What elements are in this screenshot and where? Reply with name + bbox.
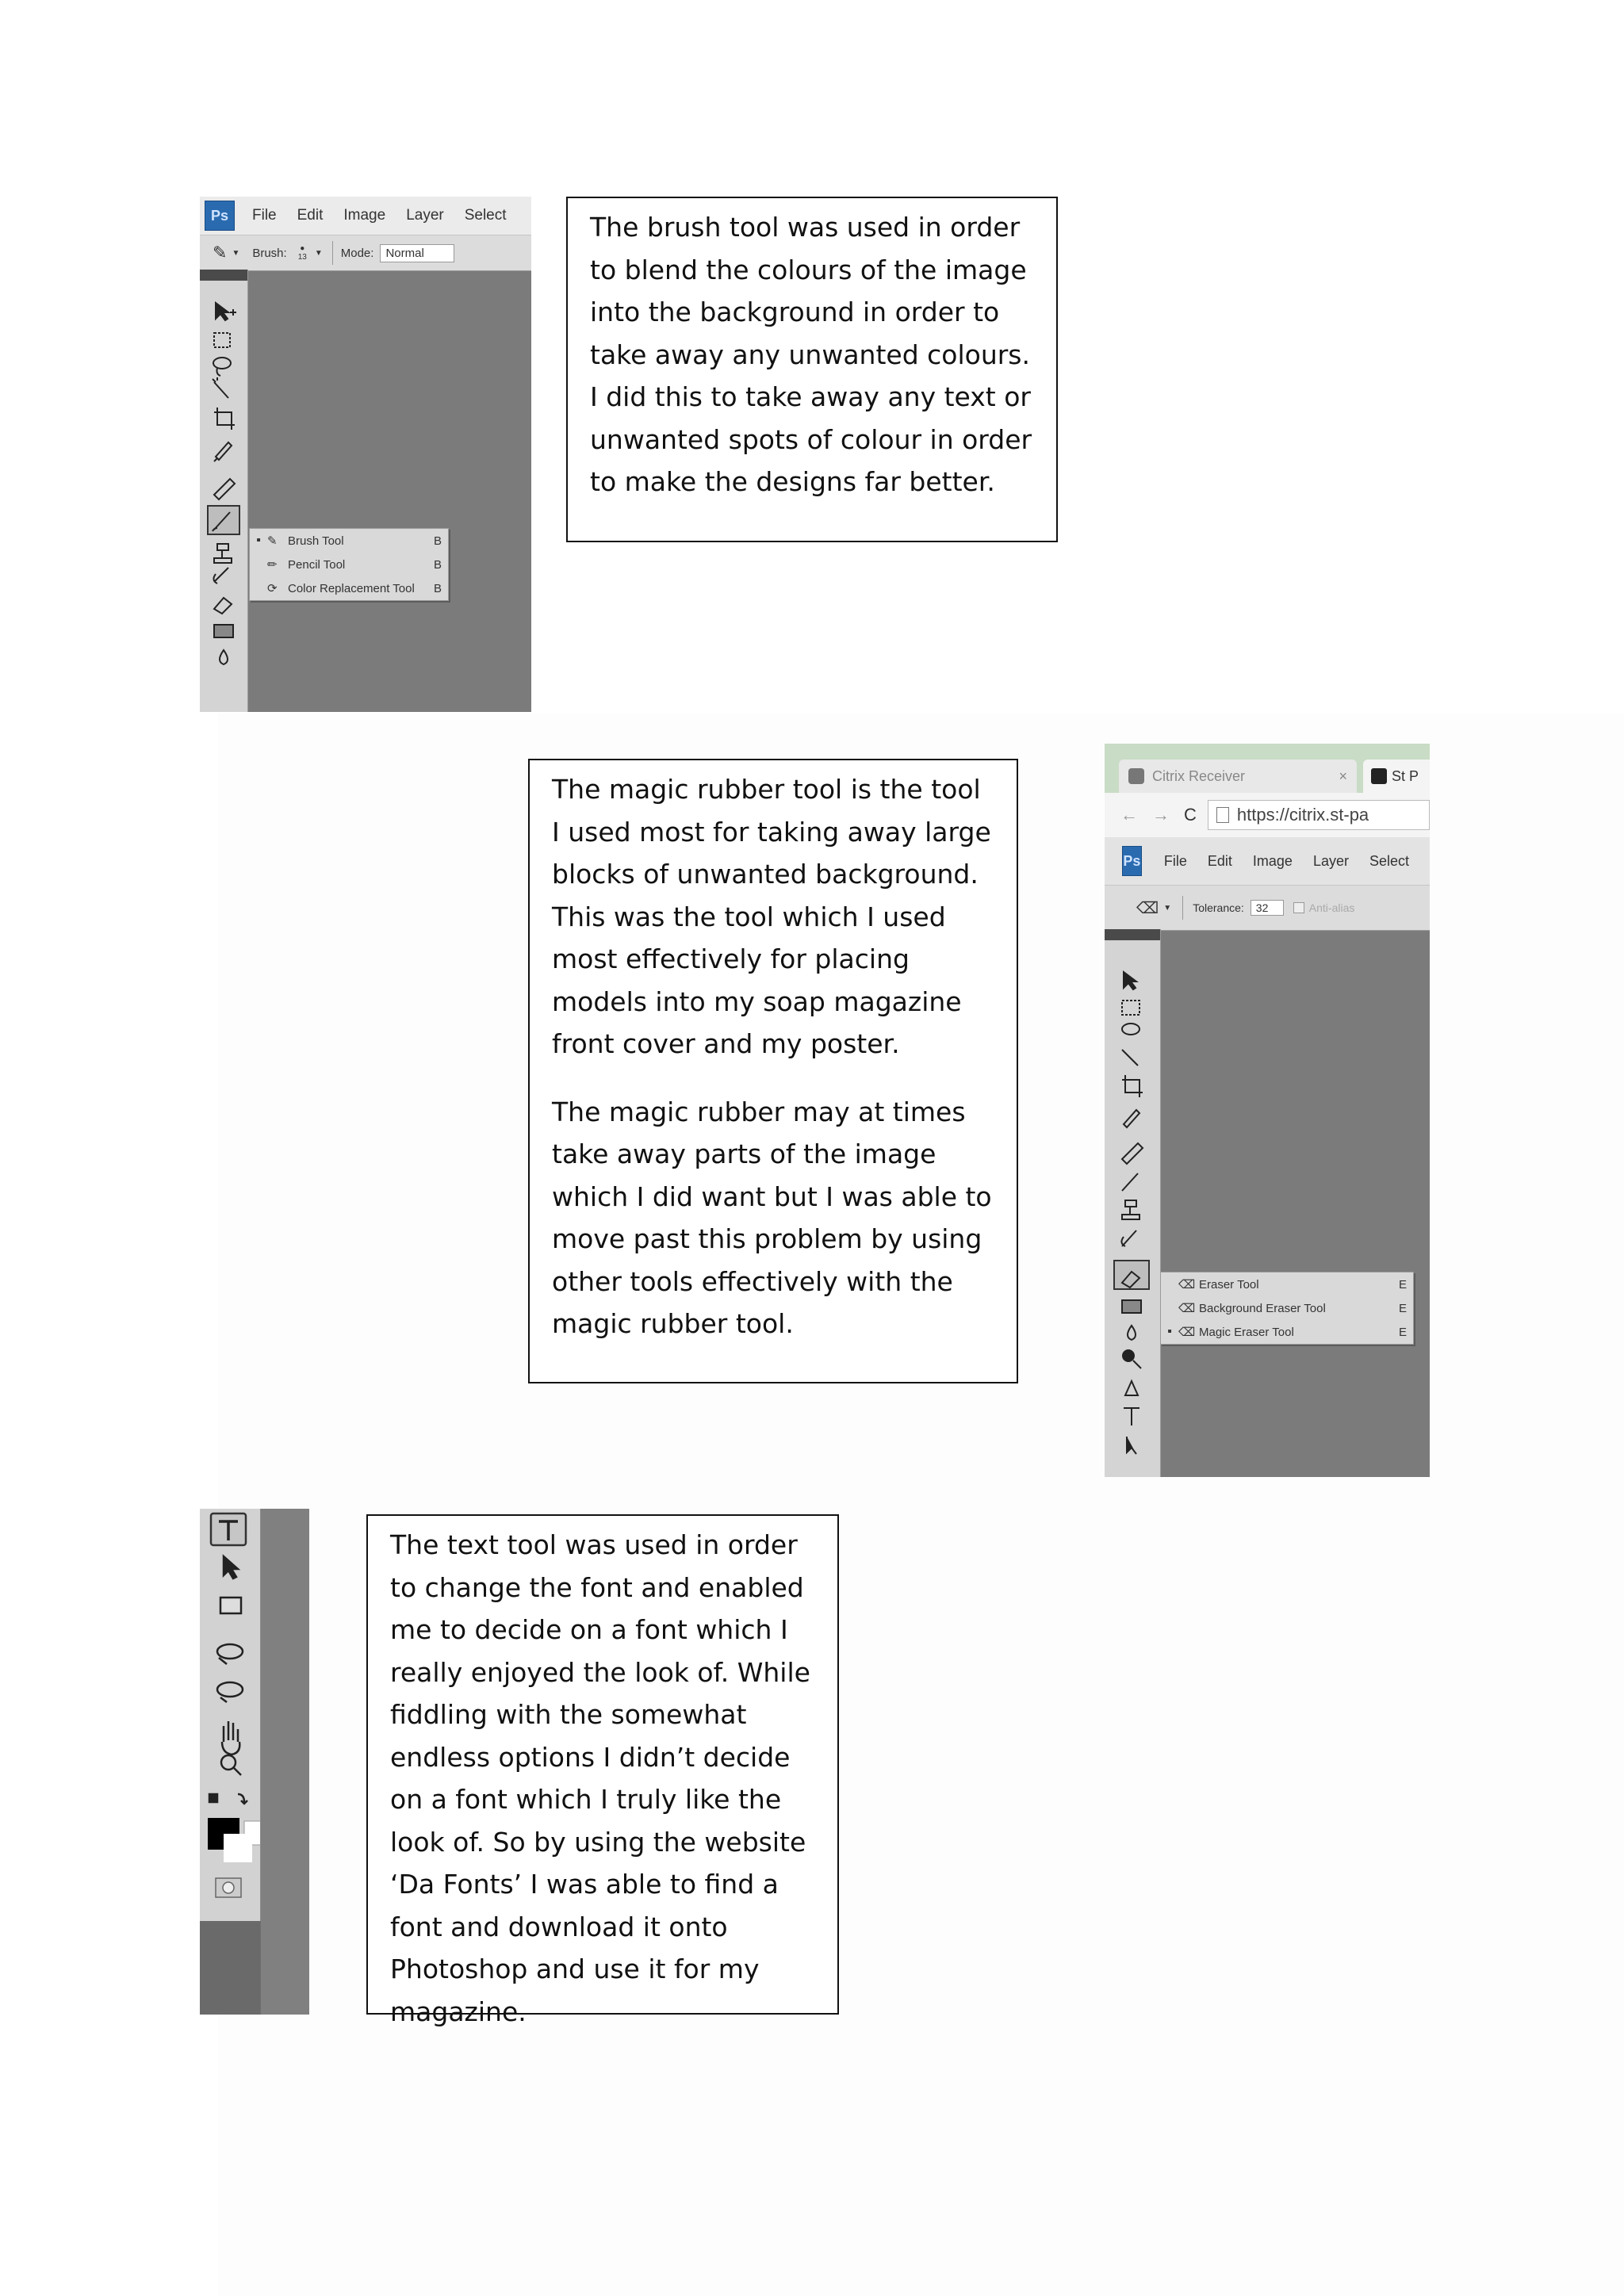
mode-select[interactable]: Normal: [380, 244, 454, 262]
magic-eraser-screenshot: [1105, 744, 1430, 1477]
separator: [332, 241, 333, 265]
toolbox-lower: [200, 1921, 260, 2015]
eraser-icon: ⌫: [1178, 1278, 1196, 1292]
eyedropper-icon[interactable]: [214, 442, 232, 461]
back-icon[interactable]: ←: [1120, 805, 1138, 825]
menu-image[interactable]: Image: [343, 207, 386, 224]
citrix-icon: [1128, 768, 1144, 784]
magic-rubber-description: [528, 759, 1018, 1383]
eraser-tool-icon[interactable]: [1114, 1261, 1149, 1289]
options-bar: [200, 235, 531, 271]
zoom-tool-icon[interactable]: [221, 1755, 241, 1775]
clone-stamp-icon[interactable]: [214, 544, 232, 563]
flyout-item-shortcut: B: [433, 581, 442, 595]
brush-preset-icon[interactable]: ✎: [213, 243, 228, 262]
options-bar: [1105, 885, 1430, 931]
quick-mask-icon[interactable]: [216, 1878, 241, 1897]
marquee-tool-icon[interactable]: [214, 333, 230, 347]
close-icon[interactable]: ×: [1339, 767, 1347, 784]
menu-bar: [200, 197, 531, 235]
toolbox: [1105, 929, 1161, 1477]
flyout-item-background-eraser-tool[interactable]: [1161, 1296, 1413, 1320]
mode-label: Mode:: [340, 246, 374, 260]
magic-wand-icon[interactable]: [1122, 1050, 1138, 1066]
toolbox-header: [200, 270, 247, 281]
flyout-item-shortcut: E: [1398, 1277, 1407, 1292]
background-eraser-icon: ⌫: [1178, 1302, 1196, 1315]
brush-size[interactable]: [298, 244, 307, 262]
browser-tab[interactable]: [1363, 760, 1430, 793]
photoshop-logo[interactable]: Ps: [1122, 846, 1142, 876]
toolbox: [200, 270, 248, 712]
pencil-icon: ✏: [267, 558, 278, 572]
magic-eraser-preset-icon[interactable]: ⌫: [1136, 899, 1159, 917]
paragraph: The text tool was used in order to change the font and enabled me to decide on a font which I really enjoyed the look of. While fiddling with the somewhat endless options I didn’t decide on a font which I truly like the look of. So by using the website ‘Da Fonts’ I was able to find a font and download it onto Photoshop and use it for my magazine.: [390, 1529, 810, 2027]
menu-file[interactable]: File: [1163, 852, 1187, 869]
type-tool-icon[interactable]: [1124, 1408, 1139, 1425]
menu-layer[interactable]: Layer: [406, 207, 444, 224]
history-brush-icon[interactable]: [213, 568, 228, 584]
flyout-item-label: Background Eraser Tool: [1199, 1301, 1326, 1315]
flyout-item-magic-eraser-tool[interactable]: [1161, 1320, 1413, 1344]
healing-brush-icon[interactable]: [1122, 1143, 1143, 1164]
magic-eraser-icon: ⌫: [1178, 1326, 1196, 1339]
hand-tool-icon[interactable]: [222, 1721, 239, 1755]
path-selection-icon[interactable]: [224, 1556, 238, 1578]
flyout-item-shortcut: E: [1398, 1301, 1407, 1315]
flyout-item-shortcut: B: [433, 557, 442, 572]
marquee-tool-icon[interactable]: [1122, 1001, 1139, 1015]
type-tool-icon[interactable]: [211, 1513, 246, 1545]
flyout-item-label: Pencil Tool: [288, 557, 346, 572]
menu-file[interactable]: File: [252, 207, 277, 224]
blur-tool-icon[interactable]: [1128, 1326, 1136, 1340]
magic-wand-icon[interactable]: [213, 377, 228, 398]
brush-tool-icon[interactable]: [208, 506, 239, 534]
text-tool-screenshot: [200, 1509, 309, 2015]
flyout-item-color-replacement-tool[interactable]: [250, 576, 448, 600]
toolbox-icons: [200, 1509, 260, 1921]
menu-select[interactable]: Select: [464, 207, 507, 224]
menu-layer[interactable]: Layer: [1312, 852, 1349, 869]
menu-edit[interactable]: Edit: [1207, 852, 1232, 869]
brush-tool-icon[interactable]: [1122, 1173, 1138, 1191]
swap-colors-icon[interactable]: [209, 1794, 247, 1804]
canvas-area: [261, 1509, 309, 2015]
toolbox-icons: [200, 281, 247, 712]
active-bullet-icon: ▪: [256, 534, 261, 547]
menu-bar: [1105, 837, 1430, 885]
dodge-tool-icon[interactable]: [1123, 1350, 1141, 1368]
tab-title: St P: [1392, 767, 1419, 784]
flyout-item-label: Color Replacement Tool: [288, 581, 415, 595]
brush-dot-icon: ●: [300, 244, 305, 253]
antialias-label: Anti-alias: [1308, 901, 1355, 914]
healing-brush-icon[interactable]: [214, 479, 235, 499]
dropdown-arrow-icon[interactable]: ▼: [1163, 903, 1172, 913]
tolerance-input[interactable]: 32: [1251, 900, 1284, 916]
lasso-tool-icon[interactable]: [213, 358, 231, 376]
tolerance-label: Tolerance:: [1193, 901, 1244, 914]
eraser-tool-flyout: [1160, 1272, 1414, 1345]
eyedropper-icon[interactable]: [1124, 1110, 1139, 1127]
color-replacement-icon: ⟳: [267, 582, 278, 595]
path-selection-icon[interactable]: [1127, 1437, 1136, 1454]
brush-tool-description: [566, 197, 1058, 542]
flyout-item-label: Eraser Tool: [1199, 1277, 1259, 1292]
flyout-item-shortcut: E: [1398, 1325, 1407, 1339]
move-tool-icon[interactable]: [1124, 972, 1136, 989]
menu-edit[interactable]: Edit: [297, 207, 324, 224]
flyout-item-pencil-tool[interactable]: [250, 553, 448, 576]
history-brush-icon[interactable]: [1121, 1230, 1136, 1246]
tab-icon: [1371, 768, 1387, 784]
brush-tool-flyout: [249, 528, 449, 601]
reload-icon[interactable]: C: [1184, 805, 1197, 825]
dropdown-arrow-icon[interactable]: ▼: [314, 248, 323, 258]
browser-toolbar: [1105, 793, 1430, 837]
brush-label: Brush:: [252, 246, 287, 260]
menu-select[interactable]: Select: [1369, 852, 1409, 869]
pen-tool-icon[interactable]: [1125, 1381, 1138, 1395]
shape-tool-icon[interactable]: [220, 1598, 241, 1613]
browser-tab[interactable]: [1119, 760, 1357, 793]
url-text: https://citrix.st-pa: [1236, 805, 1369, 825]
brush-tool-screenshot: [200, 197, 531, 712]
browser-tabstrip: [1105, 744, 1430, 793]
move-tool-icon[interactable]: [216, 303, 236, 320]
toolbox-header: [1105, 929, 1160, 940]
eraser-tool-icon[interactable]: [214, 598, 232, 614]
antialias-checkbox[interactable]: [1293, 902, 1304, 913]
forward-icon[interactable]: →: [1152, 805, 1170, 825]
crop-tool-icon[interactable]: [214, 408, 235, 430]
brush-icon: ✎: [267, 534, 278, 548]
flyout-item-eraser-tool[interactable]: [1161, 1272, 1413, 1296]
3d-orbit-icon[interactable]: [217, 1682, 243, 1702]
dropdown-arrow-icon[interactable]: ▼: [232, 248, 240, 258]
paragraph: The magic rubber may at times take away parts of the image which I did want but I was able to move past this problem by using other tools effectively with the magic rubber tool.: [552, 1096, 992, 1339]
blur-tool-icon[interactable]: [220, 650, 228, 664]
gradient-tool-icon[interactable]: [214, 625, 233, 637]
active-bullet-icon: ▪: [1167, 1325, 1172, 1338]
flyout-item-brush-tool[interactable]: [250, 529, 448, 553]
address-bar[interactable]: [1208, 800, 1430, 830]
paragraph: The brush tool was used in order to blend the colours of the image into the background in order to take away any unwanted colours. I did this to take away any text or unwanted spots of colour in order to make the designs far better.: [590, 212, 1032, 497]
flyout-item-shortcut: B: [433, 534, 442, 548]
text-tool-description: [366, 1514, 839, 2027]
flyout-item-label: Magic Eraser Tool: [1199, 1325, 1294, 1339]
flyout-item-label: Brush Tool: [288, 534, 344, 548]
background-color-swatch[interactable]: [224, 1834, 252, 1862]
clone-stamp-icon[interactable]: [1122, 1200, 1139, 1219]
brush-size-value: 13: [297, 253, 307, 262]
tab-title: Citrix Receiver: [1152, 767, 1246, 784]
toolbox-icons: [1105, 940, 1160, 1477]
gradient-tool-icon[interactable]: [1122, 1300, 1141, 1313]
photoshop-logo[interactable]: Ps: [205, 201, 235, 231]
paragraph: The magic rubber tool is the tool I used most for taking away large blocks of unwanted background. This was the tool which I used most effectively for placing models into my soap magazine front cover and my poster.: [552, 774, 991, 1059]
lasso-tool-icon[interactable]: [1122, 1024, 1139, 1035]
separator: [1182, 896, 1183, 920]
menu-image[interactable]: Image: [1252, 852, 1293, 869]
3d-rotate-icon[interactable]: [217, 1644, 243, 1664]
crop-tool-icon[interactable]: [1122, 1075, 1143, 1097]
page-icon: [1216, 807, 1229, 823]
